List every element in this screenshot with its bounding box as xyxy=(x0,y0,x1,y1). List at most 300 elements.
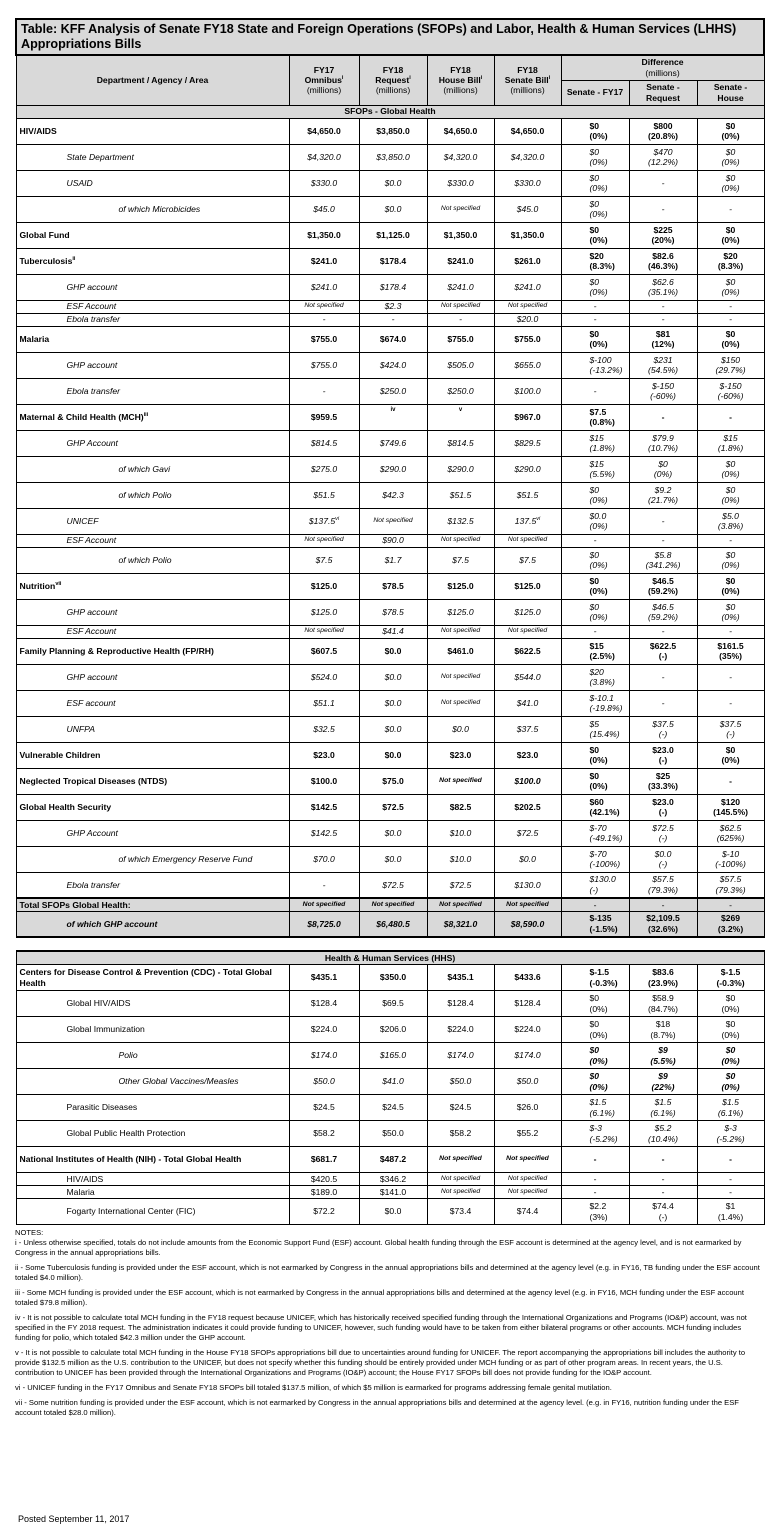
cell-d2: $82.6 (46.3%) xyxy=(629,248,697,274)
cell-d1: $0 (0%) xyxy=(561,599,629,625)
cell-d3: - xyxy=(697,768,764,794)
cell-d1: $15 (2.5%) xyxy=(561,638,629,664)
cell-fy17: $100.0 xyxy=(289,768,359,794)
total-senate: Not specified xyxy=(494,898,561,911)
cell-d3: $0 (0%) xyxy=(697,326,764,352)
cell-d3: $0 (0%) xyxy=(697,742,764,768)
row-label: National Institutes of Health (NIH) - Total Global Health xyxy=(16,1147,289,1173)
header-request: FY18 Request$^i$ (millions) xyxy=(359,55,427,105)
cell-house: $241.0 xyxy=(427,248,494,274)
cell-house: $125.0 xyxy=(427,599,494,625)
cell-senate: $74.4 xyxy=(494,1199,561,1225)
cell-d2: $25 (33.3%) xyxy=(629,768,697,794)
cell-d1: $15 (5.5%) xyxy=(561,456,629,482)
table-row xyxy=(16,991,764,1017)
cell-house: Not specified xyxy=(427,664,494,690)
cell-d1: $0 (0%) xyxy=(561,326,629,352)
note-item: vii - Some nutrition funding is provided under the ESF account, which is not earmarked by Congress in the annual appropriations bills and determined at the agency level. (e.g. in FY16, nutrition funding under the ESF account totaled $28.0 million). xyxy=(15,1398,739,1417)
cell-d3: - xyxy=(697,534,764,547)
cell-fy17: $174.0 xyxy=(289,1043,359,1069)
cell-req: $90.0 xyxy=(359,534,427,547)
cell-d3: $62.5 (625%) xyxy=(697,820,764,846)
cell-req: $0.0 xyxy=(359,170,427,196)
cell-fy17: $1,350.0 xyxy=(289,222,359,248)
cell-house: $4,650.0 xyxy=(427,118,494,144)
cell-req: $3,850.0 xyxy=(359,118,427,144)
cell-house: Not specified xyxy=(427,1173,494,1186)
cell-fy17: $189.0 xyxy=(289,1186,359,1199)
cell-d3: $1 (1.4%) xyxy=(697,1199,764,1225)
table-row xyxy=(16,248,764,274)
cell-senate: $4,320.0 xyxy=(494,144,561,170)
cell-senate: $128.4 xyxy=(494,991,561,1017)
cell-house: $241.0 xyxy=(427,274,494,300)
notes-block xyxy=(15,1228,763,1418)
cell-req: $78.5 xyxy=(359,573,427,599)
row-label: Centers for Disease Control & Prevention (CDC) - Total Global Health xyxy=(16,965,289,991)
cell-d1: $20 (8.3%) xyxy=(561,248,629,274)
cell-d1: $0 (0%) xyxy=(561,144,629,170)
table-row xyxy=(16,118,764,144)
row-label: Maternal & Child Health (MCH)$^{iii}$ xyxy=(16,404,289,430)
cell-d1: $1.5 (6.1%) xyxy=(561,1095,629,1121)
cell-d2: $225 (20%) xyxy=(629,222,697,248)
cell-house: Not specified xyxy=(427,768,494,794)
cell-house: $128.4 xyxy=(427,991,494,1017)
cell-d2: $62.6 (35.1%) xyxy=(629,274,697,300)
cell-d1: $0 (0%) xyxy=(561,742,629,768)
row-label: Ebola transfer xyxy=(16,378,289,404)
cell-senate: $26.0 xyxy=(494,1095,561,1121)
cell-house: $461.0 xyxy=(427,638,494,664)
cell-house: Not specified xyxy=(427,625,494,638)
cell-senate: $202.5 xyxy=(494,794,561,820)
cell-senate: $51.5 xyxy=(494,482,561,508)
cell-d1: $0 (0%) xyxy=(561,170,629,196)
cell-house: $224.0 xyxy=(427,1017,494,1043)
cell-d2: $74.4 (-) xyxy=(629,1199,697,1225)
cell-fy17: $755.0 xyxy=(289,326,359,352)
cell-house: $814.5 xyxy=(427,430,494,456)
cell-senate: $0.0 xyxy=(494,846,561,872)
cell-fy17: $23.0 xyxy=(289,742,359,768)
cell-house: $51.5 xyxy=(427,482,494,508)
table-row xyxy=(16,404,764,430)
cell-d3: - xyxy=(697,664,764,690)
cell-d3: $37.5 (-) xyxy=(697,716,764,742)
cell-req: $75.0 xyxy=(359,768,427,794)
cell-senate: $41.0 xyxy=(494,690,561,716)
cell-d3: $0 (0%) xyxy=(697,118,764,144)
row-label: UNFPA xyxy=(16,716,289,742)
cell-fy17: $959.5 xyxy=(289,404,359,430)
cell-d2: $800 (20.8%) xyxy=(629,118,697,144)
table-row xyxy=(16,1017,764,1043)
cell-d2: - xyxy=(629,1186,697,1199)
row-label: Polio xyxy=(16,1043,289,1069)
table-row xyxy=(16,1186,764,1199)
cell-house: $330.0 xyxy=(427,170,494,196)
cell-senate: $4,650.0 xyxy=(494,118,561,144)
table-row xyxy=(16,1043,764,1069)
cell-d2: $46.5 (59.2%) xyxy=(629,573,697,599)
cell-fy17: $137.5$^{vi}$ xyxy=(289,508,359,534)
row-label: Other Global Vaccines/Measles xyxy=(16,1069,289,1095)
cell-d3: $161.5 (35%) xyxy=(697,638,764,664)
cell-fy17: $128.4 xyxy=(289,991,359,1017)
row-label: of which Emergency Reserve Fund xyxy=(16,846,289,872)
row-label: Malaria xyxy=(16,326,289,352)
row-label: Fogarty International Center (FIC) xyxy=(16,1199,289,1225)
table-row xyxy=(16,573,764,599)
row-label: Global Public Health Protection xyxy=(16,1121,289,1147)
cell-d3: $0 (0%) xyxy=(697,547,764,573)
cell-senate: Not specified xyxy=(494,1186,561,1199)
cell-senate: $1,350.0 xyxy=(494,222,561,248)
cell-fy17: $142.5 xyxy=(289,794,359,820)
cell-senate: $100.0 xyxy=(494,378,561,404)
cell-d3: $0 (0%) xyxy=(697,144,764,170)
section-gap xyxy=(16,937,764,951)
cell-req: $290.0 xyxy=(359,456,427,482)
table-row xyxy=(16,742,764,768)
table-row xyxy=(16,508,764,534)
cell-d3: - xyxy=(697,313,764,326)
cell-req: $41.0 xyxy=(359,1069,427,1095)
cell-req: $50.0 xyxy=(359,1121,427,1147)
ghp-d2: $2,109.5 (32.6%) xyxy=(629,911,697,937)
cell-fy17: $4,320.0 xyxy=(289,144,359,170)
header-senate-house: Senate - House xyxy=(697,80,764,105)
cell-d2: $72.5 (-) xyxy=(629,820,697,846)
cell-req: $487.2 xyxy=(359,1147,427,1173)
cell-fy17: $7.5 xyxy=(289,547,359,573)
cell-house: $250.0 xyxy=(427,378,494,404)
cell-d2: $23.0 (-) xyxy=(629,794,697,820)
table-row xyxy=(16,625,764,638)
cell-d1: $20 (3.8%) xyxy=(561,664,629,690)
cell-d1: $-10.1 (-19.8%) xyxy=(561,690,629,716)
table-row xyxy=(16,820,764,846)
cell-req: $0.0 xyxy=(359,820,427,846)
cell-senate: $37.5 xyxy=(494,716,561,742)
cell-d2: - xyxy=(629,300,697,313)
cell-d2: $79.9 (10.7%) xyxy=(629,430,697,456)
row-label: Tuberculosis$^{ii}$ xyxy=(16,248,289,274)
cell-req: $141.0 xyxy=(359,1186,427,1199)
cell-house: $505.0 xyxy=(427,352,494,378)
cell-house: $82.5 xyxy=(427,794,494,820)
cell-senate: $23.0 xyxy=(494,742,561,768)
cell-fy17: $45.0 xyxy=(289,196,359,222)
cell-house: $10.0 xyxy=(427,820,494,846)
cell-fy17: Not specified xyxy=(289,300,359,313)
table-row xyxy=(16,313,764,326)
cell-fy17: $125.0 xyxy=(289,573,359,599)
section-sfops: SFOPs - Global Health xyxy=(16,105,764,118)
table-row xyxy=(16,1147,764,1173)
cell-house: $125.0 xyxy=(427,573,494,599)
row-label: HIV/AIDS xyxy=(16,1173,289,1186)
cell-fy17: $681.7 xyxy=(289,1147,359,1173)
cell-d3: $0 (0%) xyxy=(697,1069,764,1095)
note-item: v - It is not possible to calculate total MCH funding in the House FY18 SFOPs appropriations bill due to uncertainties around funding for UNICEF. The report accompanying the appropriations bill includes the authority to provide $132.5 million as the U.S. contribution to the UNICEF, but does not specify whether this funding should be entirely provided under MCH funding or as part of other program areas. In recent years, the U.S. contribution to UNICEF has been provided through the International Organizations and Programs (IO&P) account; the House FY17 SFOPs bill does not provide funding for the IO&P account. xyxy=(15,1348,746,1377)
table-row xyxy=(16,274,764,300)
cell-d2: $23.0 (-) xyxy=(629,742,697,768)
cell-d3: $0 (0%) xyxy=(697,274,764,300)
row-label: USAID xyxy=(16,170,289,196)
ghp-request: $6,480.5 xyxy=(359,911,427,937)
total-d3: - xyxy=(697,898,764,911)
cell-d2: - xyxy=(629,313,697,326)
cell-fy17: $330.0 xyxy=(289,170,359,196)
cell-req: $1.7 xyxy=(359,547,427,573)
row-label: State Department xyxy=(16,144,289,170)
cell-senate: $20.0 xyxy=(494,313,561,326)
cell-d2: - xyxy=(629,534,697,547)
cell-house: $24.5 xyxy=(427,1095,494,1121)
cell-house: $7.5 xyxy=(427,547,494,573)
cell-d2: $-150 (-60%) xyxy=(629,378,697,404)
cell-senate: $829.5 xyxy=(494,430,561,456)
cell-d1: $0 (0%) xyxy=(561,1017,629,1043)
cell-senate: $967.0 xyxy=(494,404,561,430)
cell-house: Not specified xyxy=(427,300,494,313)
cell-house: $132.5 xyxy=(427,508,494,534)
cell-house: $1,350.0 xyxy=(427,222,494,248)
cell-req: $0.0 xyxy=(359,196,427,222)
row-label: HIV/AIDS xyxy=(16,118,289,144)
row-label: Ebola transfer xyxy=(16,313,289,326)
table-row xyxy=(16,300,764,313)
cell-fy17: Not specified xyxy=(289,534,359,547)
cell-fy17: $607.5 xyxy=(289,638,359,664)
cell-req: $72.5 xyxy=(359,872,427,898)
note-item: i - Unless otherwise specified, totals do not include amounts from the Economic Support Fund (ESF) account. Global health funding through the ESF account is determined at the agency level, and is not earmarked by Congress in the annual appropriations bills. xyxy=(15,1238,742,1257)
cell-fy17: $125.0 xyxy=(289,599,359,625)
cell-d1: $-70 (-49.1%) xyxy=(561,820,629,846)
cell-req: $178.4 xyxy=(359,274,427,300)
cell-req: $0.0 xyxy=(359,1199,427,1225)
cell-house: $58.2 xyxy=(427,1121,494,1147)
cell-d1: $60 (42.1%) xyxy=(561,794,629,820)
cell-senate: $755.0 xyxy=(494,326,561,352)
cell-fy17: $435.1 xyxy=(289,965,359,991)
table-row xyxy=(16,456,764,482)
cell-d1: $0 (0%) xyxy=(561,196,629,222)
cell-d1: $2.2 (3%) xyxy=(561,1199,629,1225)
cell-req: $0.0 xyxy=(359,716,427,742)
cell-senate: Not specified xyxy=(494,300,561,313)
cell-senate: $100.0 xyxy=(494,768,561,794)
cell-d2: $622.5 (-) xyxy=(629,638,697,664)
ghp-d1: $-135 (-1.5%) xyxy=(561,911,629,937)
cell-d1: $0 (0%) xyxy=(561,482,629,508)
total-request: Not specified xyxy=(359,898,427,911)
cell-req: $1,125.0 xyxy=(359,222,427,248)
cell-fy17: - xyxy=(289,872,359,898)
note-item: vi - UNICEF funding in the FY17 Omnibus and Senate FY18 SFOPs bill totaled $137.5 million, of which $5 million is earmarked for programs addressing female genital mutilation. xyxy=(15,1383,612,1392)
cell-d2: $9 (22%) xyxy=(629,1069,697,1095)
cell-req: $250.0 xyxy=(359,378,427,404)
cell-fy17: $32.5 xyxy=(289,716,359,742)
cell-fy17: $51.1 xyxy=(289,690,359,716)
row-label: of which Microbicides xyxy=(16,196,289,222)
table-row xyxy=(16,965,764,991)
cell-d1: $5 (15.4%) xyxy=(561,716,629,742)
table-row xyxy=(16,222,764,248)
table-row xyxy=(16,872,764,898)
cell-d2: - xyxy=(629,664,697,690)
cell-fy17: $51.5 xyxy=(289,482,359,508)
cell-house: Not specified xyxy=(427,196,494,222)
table-row xyxy=(16,430,764,456)
cell-house: $755.0 xyxy=(427,326,494,352)
cell-d2: - xyxy=(629,690,697,716)
cell-senate: 137.5$^{vi}$ xyxy=(494,508,561,534)
ghp-total-row xyxy=(16,911,764,937)
cell-d1: $0 (0%) xyxy=(561,547,629,573)
cell-fy17: - xyxy=(289,378,359,404)
cell-d1: $15 (1.8%) xyxy=(561,430,629,456)
cell-d1: $0 (0%) xyxy=(561,573,629,599)
cell-senate: $290.0 xyxy=(494,456,561,482)
cell-d1: - xyxy=(561,1186,629,1199)
cell-fy17: $24.5 xyxy=(289,1095,359,1121)
table-row xyxy=(16,1095,764,1121)
cell-d3: - xyxy=(697,1186,764,1199)
cell-senate: $330.0 xyxy=(494,170,561,196)
cell-req: iv xyxy=(359,404,427,430)
cell-d1: $0 (0%) xyxy=(561,1069,629,1095)
cell-req: $0.0 xyxy=(359,742,427,768)
cell-d3: - xyxy=(697,404,764,430)
table-row xyxy=(16,1173,764,1186)
table-row xyxy=(16,638,764,664)
cell-senate: $261.0 xyxy=(494,248,561,274)
cell-senate: $655.0 xyxy=(494,352,561,378)
cell-d3: $-1.5 (-0.3%) xyxy=(697,965,764,991)
cell-d1: $-70 (-100%) xyxy=(561,846,629,872)
cell-d2: $83.6 (23.9%) xyxy=(629,965,697,991)
ghp-total-label: of which GHP account xyxy=(16,911,289,937)
cell-fy17: $142.5 xyxy=(289,820,359,846)
cell-req: $72.5 xyxy=(359,794,427,820)
cell-d2: $37.5 (-) xyxy=(629,716,697,742)
cell-senate: $433.6 xyxy=(494,965,561,991)
row-label: Malaria xyxy=(16,1186,289,1199)
cell-senate: $241.0 xyxy=(494,274,561,300)
cell-senate: $55.2 xyxy=(494,1121,561,1147)
cell-d2: $58.9 (84.7%) xyxy=(629,991,697,1017)
cell-d1: - xyxy=(561,300,629,313)
cell-d3: $0 (0%) xyxy=(697,482,764,508)
table-row xyxy=(16,378,764,404)
cell-d3: $0 (0%) xyxy=(697,991,764,1017)
row-label: ESF Account xyxy=(16,300,289,313)
row-label: Parasitic Diseases xyxy=(16,1095,289,1121)
cell-fy17: $755.0 xyxy=(289,352,359,378)
cell-d3: - xyxy=(697,196,764,222)
cell-d2: $46.5 (59.2%) xyxy=(629,599,697,625)
cell-senate: $622.5 xyxy=(494,638,561,664)
cell-fy17: $58.2 xyxy=(289,1121,359,1147)
cell-fy17: $241.0 xyxy=(289,274,359,300)
table-title: Table: KFF Analysis of Senate FY18 State and Foreign Operations (SFOPs) and Labor, Health & Human Services (LHHS) Appropriations Bills xyxy=(16,19,764,55)
cell-d3: $57.5 (79.3%) xyxy=(697,872,764,898)
cell-req: $346.2 xyxy=(359,1173,427,1186)
cell-d3: $0 (0%) xyxy=(697,599,764,625)
table-row xyxy=(16,664,764,690)
cell-fy17: Not specified xyxy=(289,625,359,638)
cell-senate: Not specified xyxy=(494,625,561,638)
cell-req: $2.3 xyxy=(359,300,427,313)
ghp-d3: $269 (3.2%) xyxy=(697,911,764,937)
row-label: Family Planning & Reproductive Health (FP/RH) xyxy=(16,638,289,664)
cell-d1: $0 (0%) xyxy=(561,1043,629,1069)
cell-req: $206.0 xyxy=(359,1017,427,1043)
table-row xyxy=(16,352,764,378)
row-label: GHP Account xyxy=(16,820,289,846)
table-row xyxy=(16,547,764,573)
cell-d1: - xyxy=(561,534,629,547)
cell-fy17: $524.0 xyxy=(289,664,359,690)
cell-senate: $544.0 xyxy=(494,664,561,690)
row-label: ESF Account xyxy=(16,534,289,547)
cell-senate: Not specified xyxy=(494,1173,561,1186)
cell-d3: $150 (29.7%) xyxy=(697,352,764,378)
cell-d2: $57.5 (79.3%) xyxy=(629,872,697,898)
table-row xyxy=(16,144,764,170)
row-label: of which Polio xyxy=(16,482,289,508)
cell-req: $0.0 xyxy=(359,690,427,716)
note-item: iv - It is not possible to calculate total MCH funding in the FY18 request because UNICEF, which has historically received specified funding through the International Organizations and Programs (IO&P) account, was not specified in the FY 2018 request. The administration indicates it could provide funding to UNICEF, however, such funding would have to be taken from either bilateral programs or other accounts. MCH funding includes funding for polio, which totaled $42.3 million under the GHP account. xyxy=(15,1313,747,1342)
cell-senate: $224.0 xyxy=(494,1017,561,1043)
cell-d1: $0.0 (0%) xyxy=(561,508,629,534)
table-row xyxy=(16,690,764,716)
cell-d3: $0 (0%) xyxy=(697,1017,764,1043)
cell-senate: $174.0 xyxy=(494,1043,561,1069)
table-row xyxy=(16,1069,764,1095)
row-label: UNICEF xyxy=(16,508,289,534)
ghp-senate: $8,590.0 xyxy=(494,911,561,937)
cell-d1: $0 (0%) xyxy=(561,991,629,1017)
cell-senate: $45.0 xyxy=(494,196,561,222)
cell-req: $24.5 xyxy=(359,1095,427,1121)
cell-d2: - xyxy=(629,196,697,222)
cell-d2: $470 (12.2%) xyxy=(629,144,697,170)
row-label: Vulnerable Children xyxy=(16,742,289,768)
row-label: of which Gavi xyxy=(16,456,289,482)
cell-d3: $-150 (-60%) xyxy=(697,378,764,404)
cell-house: $23.0 xyxy=(427,742,494,768)
header-dept: Department / Agency / Area xyxy=(16,55,289,105)
cell-d2: $9.2 (21.7%) xyxy=(629,482,697,508)
cell-d1: - xyxy=(561,1147,629,1173)
cell-d1: $-3 (-5.2%) xyxy=(561,1121,629,1147)
note-item: iii - Some MCH funding is provided under the ESF account, which is not earmarked by Congress in the annual appropriations bills and determined at the agency level (e.g. in FY16, MCH funding under the ESF account totaled $79.8 million). xyxy=(15,1288,744,1307)
cell-d2: $5.2 (10.4%) xyxy=(629,1121,697,1147)
cell-d3: $0 (0%) xyxy=(697,573,764,599)
table-row xyxy=(16,599,764,625)
cell-d2: $0 (0%) xyxy=(629,456,697,482)
table-row xyxy=(16,1121,764,1147)
cell-senate: $125.0 xyxy=(494,573,561,599)
total-label: Total SFOPs Global Health: xyxy=(16,898,289,911)
cell-d3: - xyxy=(697,690,764,716)
header-row xyxy=(16,55,764,80)
cell-d1: - xyxy=(561,625,629,638)
